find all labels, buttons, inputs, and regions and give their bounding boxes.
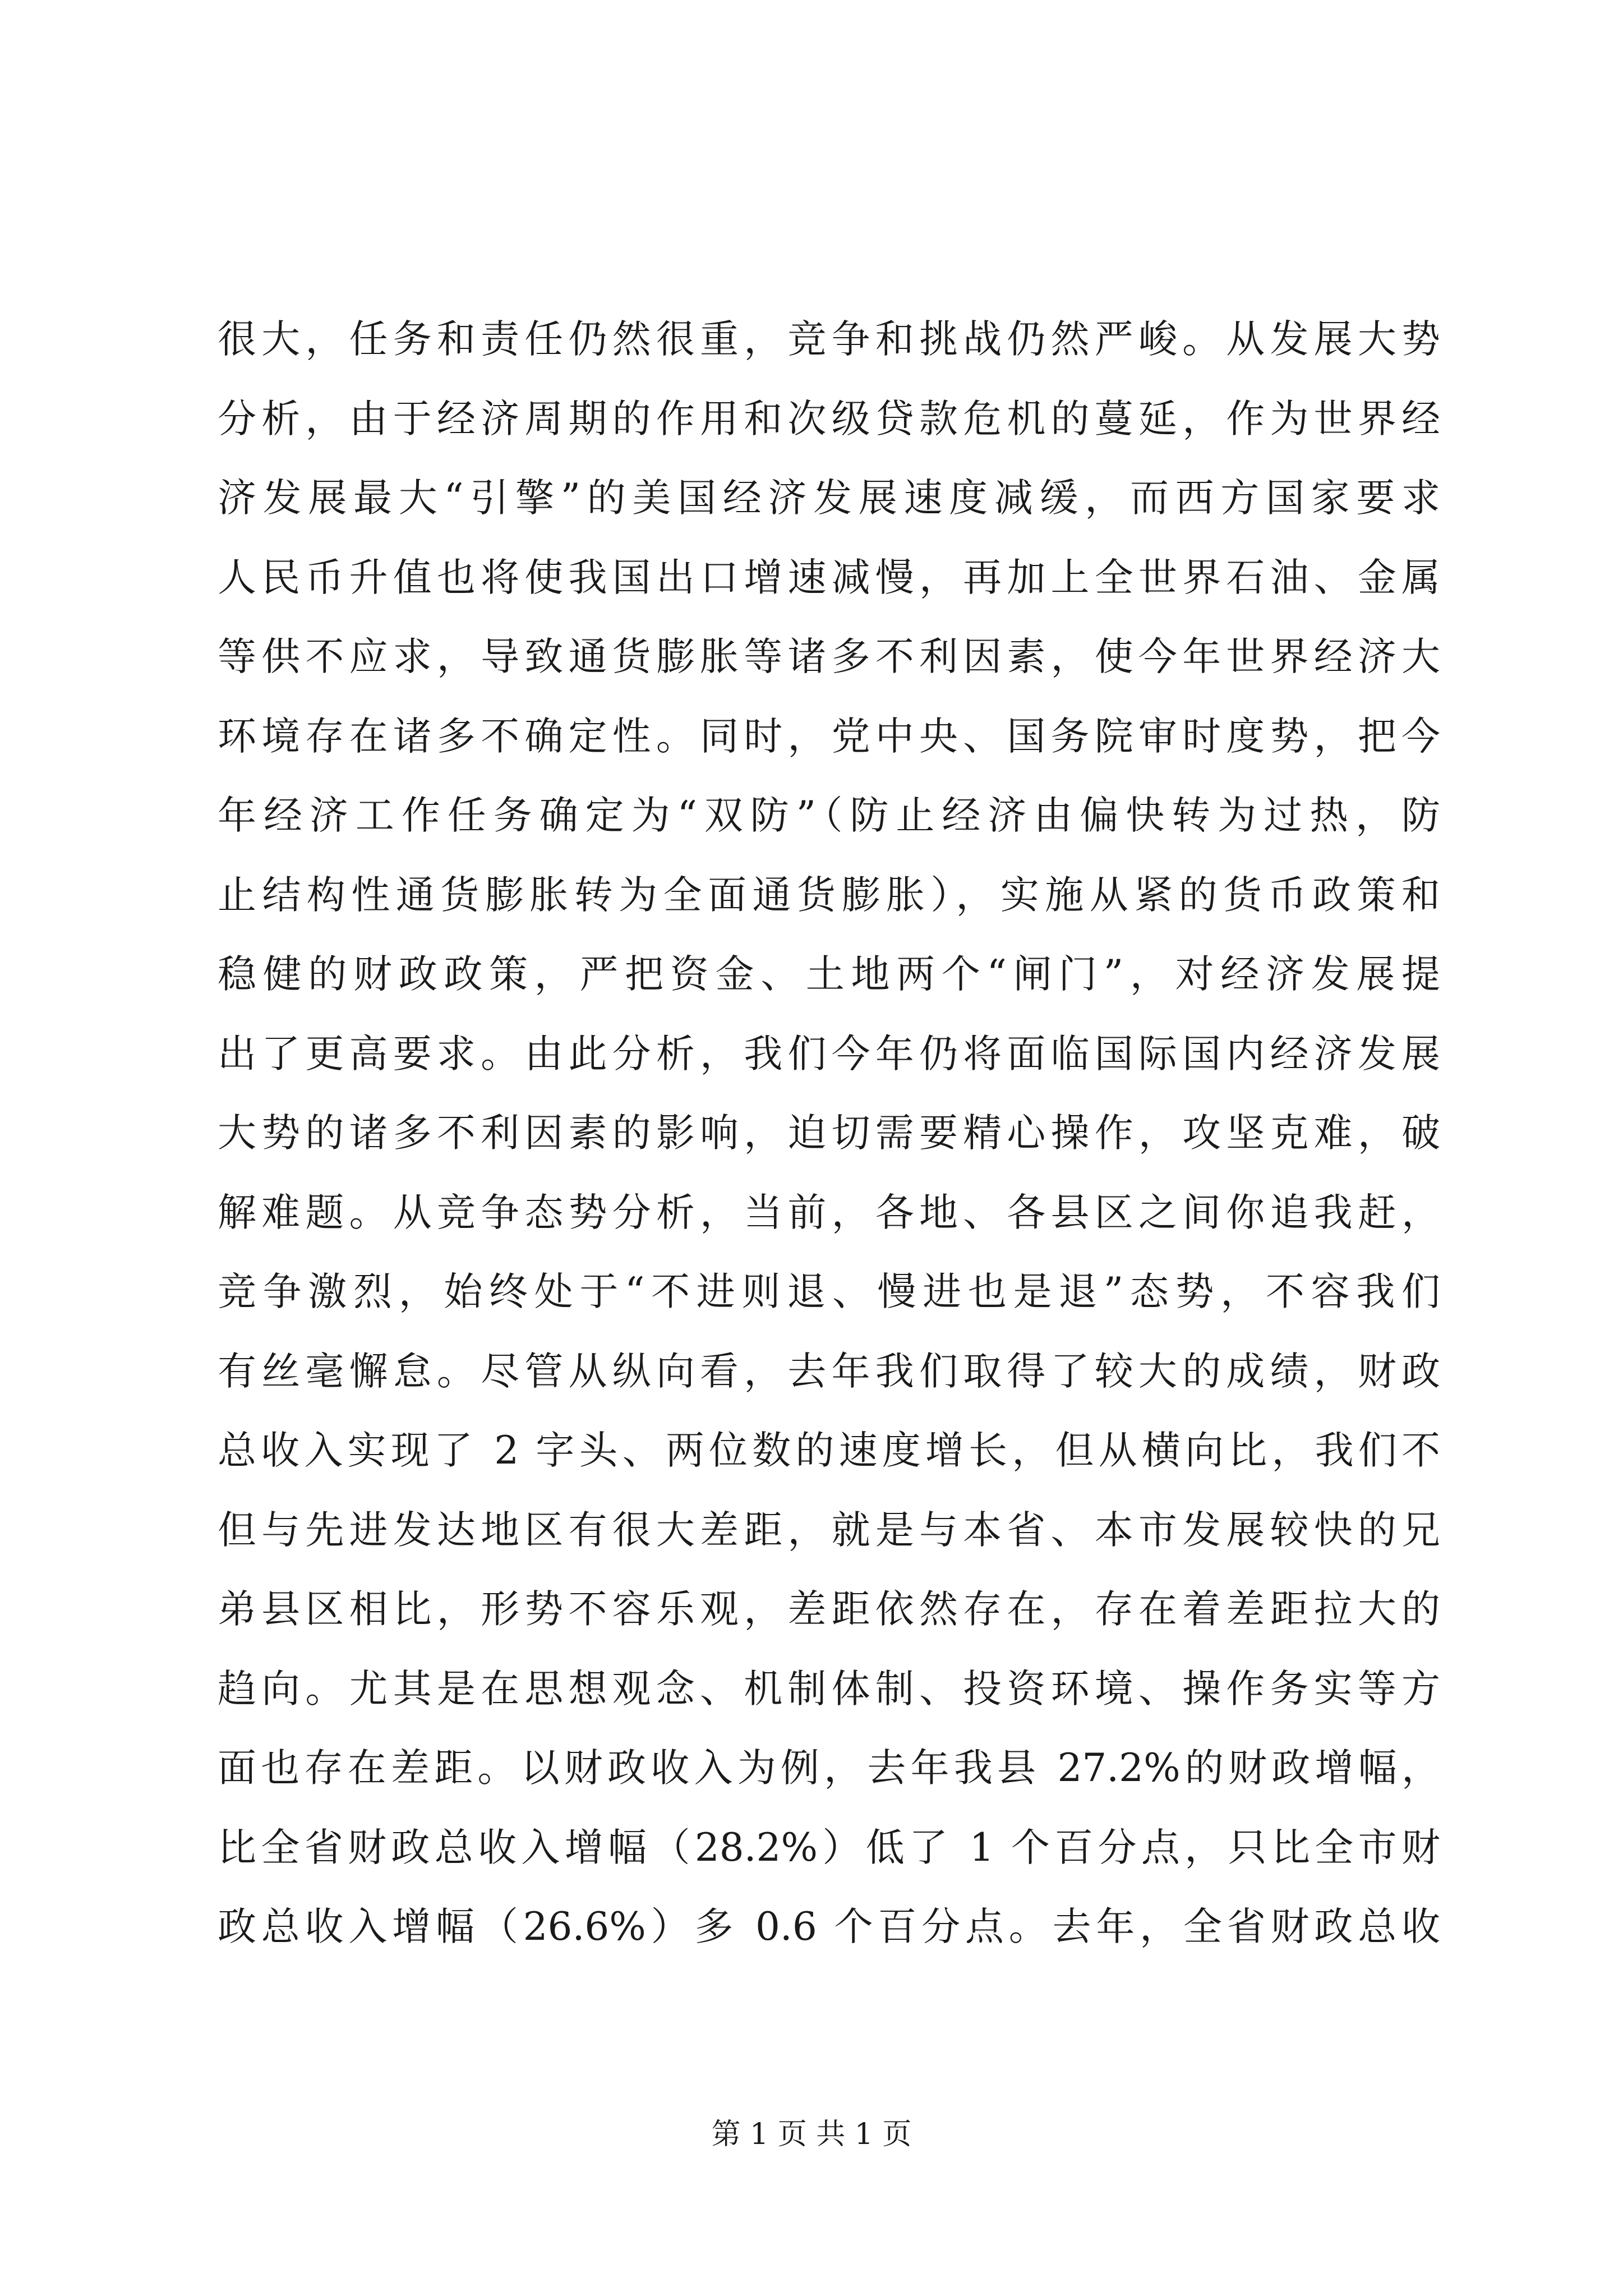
text-line: 政总收入增幅（26.6%）多 0.6 个百分点。去年，全省财政总收 [218, 1904, 1440, 1949]
text-line: 解难题。从竞争态势分析，当前，各地、各县区之间你追我赶， [218, 1190, 1440, 1235]
text-line: 济发展最大“引擎”的美国经济发展速度减缓，而西方国家要求 [218, 476, 1440, 521]
text-line: 大势的诸多不利因素的影响，迫切需要精心操作，攻坚克难，破 [218, 1111, 1440, 1156]
text-line: 稳健的财政政策，严把资金、土地两个“闸门”，对经济发展提 [218, 952, 1440, 997]
text-line: 年经济工作任务确定为“双防”（防止经济由偏快转为过热，防 [218, 793, 1440, 838]
text-line: 趋向。尤其是在思想观念、机制体制、投资环境、操作务实等方 [218, 1666, 1440, 1711]
text-line: 总收入实现了 2 字头、两位数的速度增长，但从横向比，我们不 [218, 1428, 1440, 1473]
page-number-footer: 第 1 页 共 1 页 [711, 2118, 912, 2151]
text-line: 竞争激烈，始终处于“不进则退、慢进也是退”态势，不容我们 [218, 1269, 1440, 1314]
text-line: 但与先进发达地区有很大差距，就是与本省、本市发展较快的兄 [218, 1507, 1440, 1553]
text-line: 有丝毫懈怠。尽管从纵向看，去年我们取得了较大的成绩，财政 [218, 1349, 1440, 1394]
text-line: 弟县区相比，形势不容乐观，差距依然存在，存在着差距拉大的 [218, 1587, 1440, 1632]
text-line: 环境存在诸多不确定性。同时，党中央、国务院审时度势，把今 [218, 714, 1440, 759]
text-line: 人民币升值也将使我国出口增速减慢，再加上全世界石油、金属 [218, 555, 1440, 600]
text-line: 出了更高要求。由此分析，我们今年仍将面临国际国内经济发展 [218, 1031, 1440, 1076]
text-line: 面也存在差距。以财政收入为例，去年我县 27.2%的财政增幅， [218, 1746, 1440, 1791]
text-line: 止结构性通货膨胀转为全面通货膨胀），实施从紧的货币政策和 [218, 872, 1440, 918]
text-line: 比全省财政总收入增幅（28.2%）低了 1 个百分点，只比全市财 [218, 1825, 1440, 1870]
text-line: 很大，任务和责任仍然很重，竞争和挑战仍然严峻。从发展大势 [218, 317, 1440, 362]
text-line: 等供不应求，导致通货膨胀等诸多不利因素，使今年世界经济大 [218, 634, 1440, 679]
text-line: 分析，由于经济周期的作用和次级贷款危机的蔓延，作为世界经 [218, 396, 1440, 441]
body-text [218, 300, 1440, 1967]
